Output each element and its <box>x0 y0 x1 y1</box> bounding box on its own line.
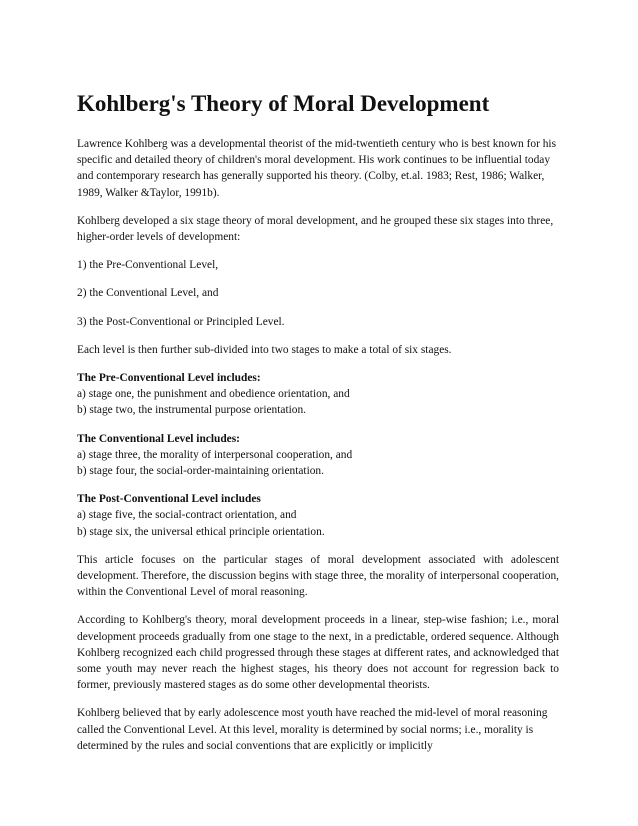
level-item-post-conventional: 3) the Post-Conventional or Principled Level. <box>77 315 285 328</box>
focus-paragraph: This article focuses on the particular stages of moral development associated with adolescent development. Therefore, the discussion begins with stage three, the morality of interpersonal cooperation, within the Conventional Level of moral reasoning. <box>77 553 559 599</box>
section-heading: The Post-Conventional Level includes <box>77 493 261 506</box>
level-item-pre-conventional: 1) the Pre-Conventional Level, <box>77 259 219 272</box>
stage-item: b) stage six, the universal ethical principle orientation. <box>77 525 325 538</box>
section-heading: The Conventional Level includes: <box>77 432 240 445</box>
linear-development-paragraph: According to Kohlberg's theory, moral development proceeds in a linear, step-wise fashion; i.e., moral development proceeds gradually from one stage to the next, in a predictable, ordered sequence. Although Kohlberg recognized each child progressed through these stages at different rates, and acknowledged that some youth may never reach the highest stages, his theory does not account for regression back to former, previously mastered stages as do some other developmental theorists. <box>77 614 559 692</box>
stage-item: b) stage four, the social-order-maintaining orientation. <box>77 465 324 478</box>
section-post-conventional <box>77 491 559 540</box>
section-conventional <box>77 431 559 480</box>
stage-item: a) stage three, the morality of interpersonal cooperation, and <box>77 448 353 461</box>
subdivided-paragraph: Each level is then further sub-divided into two stages to make a total of six stages. <box>77 343 452 356</box>
stage-item: b) stage two, the instrumental purpose orientation. <box>77 404 307 417</box>
six-stage-paragraph: Kohlberg developed a six stage theory of moral development, and he grouped these six stages into three, higher-order levels of development: <box>77 214 554 244</box>
stage-item: a) stage five, the social-contract orientation, and <box>77 509 297 522</box>
page-title: Kohlberg's Theory of Moral Development <box>77 91 490 116</box>
section-heading: The Pre-Conventional Level includes: <box>77 372 261 385</box>
section-pre-conventional <box>77 370 559 419</box>
level-item-conventional: 2) the Conventional Level, and <box>77 287 219 300</box>
stage-item: a) stage one, the punishment and obedience orientation, and <box>77 388 350 401</box>
adolescence-paragraph: Kohlberg believed that by early adolescence most youth have reached the mid-level of moral reasoning called the Conventional Level. At this level, morality is determined by social norms; i.e., morality is determined by the rules and social conventions that are explicitly or implicitly <box>77 707 548 752</box>
document-page <box>77 90 559 766</box>
intro-paragraph: Lawrence Kohlberg was a developmental theorist of the mid-twentieth century who is best known for his specific and detailed theory of children's moral development. His work continues to be influential today and contemporary research has generally supported his theory. (Colby, et.al. 1983; Rest, 1986; Walker, 1989, Walker &Taylor, 1991b). <box>77 138 557 199</box>
